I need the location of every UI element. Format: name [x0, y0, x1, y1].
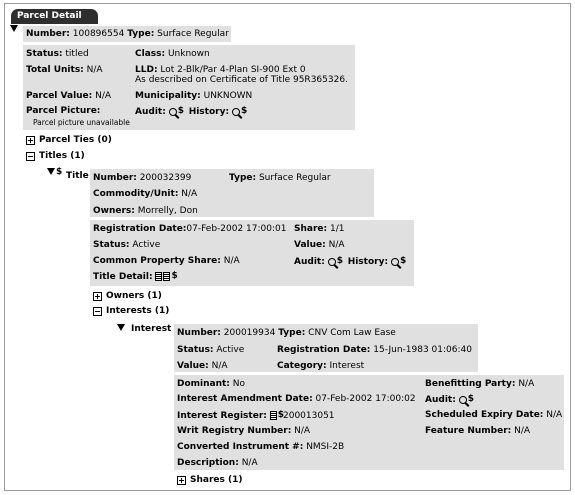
title-type: Surface Regular — [258, 173, 331, 183]
collapse-minus-icon[interactable] — [93, 307, 102, 316]
parcel-lld: Lot 2-Blk/Par 4-Plan SI-900 Ext 0 — [160, 65, 306, 75]
parcel-value: N/A — [95, 91, 112, 101]
tree-title[interactable]: Title — [66, 171, 89, 181]
parcel-picture-note: Parcel picture unavailable — [33, 118, 130, 127]
audit-icon[interactable]: $ — [169, 107, 183, 117]
interest-type: CNV Com Law Ease — [308, 328, 396, 338]
title-status: Active — [132, 240, 161, 250]
interest-benefitting-party: N/A — [518, 379, 535, 389]
interest-value: N/A — [211, 361, 228, 371]
title-commodity: N/A — [181, 189, 198, 199]
interest-registration-date: 15-Jun-1983 01:06:40 — [373, 345, 472, 355]
interest-feature-number: N/A — [514, 426, 531, 436]
title-owners: Morrelly, Don — [137, 206, 198, 216]
collapse-minus-icon[interactable] — [26, 152, 35, 161]
interest-register-number[interactable]: 200013051 — [283, 411, 335, 421]
interest-description: N/A — [241, 458, 258, 468]
expand-plus-icon[interactable] — [177, 476, 186, 485]
audit-icon[interactable]: $ — [328, 257, 342, 267]
tree-shares[interactable]: Shares (1) — [190, 475, 243, 485]
interest-amendment-date: 07-Feb-2002 17:00:02 — [315, 394, 416, 404]
expand-triangle-icon[interactable] — [10, 25, 18, 32]
title-share: 1/1 — [329, 224, 345, 234]
parcel-status: titled — [65, 49, 89, 59]
history-icon[interactable]: $ — [391, 257, 405, 267]
title-value: N/A — [328, 240, 345, 250]
interest-writ-registry: N/A — [294, 426, 311, 436]
tree-owners[interactable]: Owners (1) — [106, 291, 162, 301]
tab-parcel-detail[interactable]: Parcel Detail — [11, 9, 98, 24]
history-icon[interactable]: $ — [232, 107, 246, 117]
parcel-picture-label: Parcel Picture: — [26, 106, 101, 116]
expand-triangle-icon[interactable] — [47, 168, 55, 175]
parcel-lld-desc: As described on Certificate of Title 95R365326. — [135, 75, 348, 85]
title-number: 200032399 — [139, 173, 192, 183]
expand-triangle-icon[interactable] — [117, 324, 125, 331]
title-common-property-share: N/A — [223, 256, 240, 266]
expand-plus-icon[interactable] — [26, 136, 35, 145]
interest-expiry-date: N/A — [546, 410, 563, 420]
title-detail-icon[interactable]: $ — [155, 272, 176, 282]
interest-converted-instrument: NMSI-2B — [306, 442, 345, 452]
tree-interests[interactable]: Interests (1) — [106, 306, 170, 316]
tree-titles[interactable]: Titles (1) — [39, 151, 85, 161]
tree-interest[interactable]: Interest — [131, 324, 172, 334]
tree-parcel-ties[interactable]: Parcel Ties (0) — [39, 135, 112, 145]
parcel-class: Unknown — [167, 49, 210, 59]
parcel-number: Number: 100896554 Type: Surface Regular — [26, 29, 229, 39]
interest-number: 200019934 — [223, 328, 276, 338]
interest-register-icon[interactable]: $ — [270, 411, 283, 421]
interest-status: Active — [216, 345, 245, 355]
expand-plus-icon[interactable] — [93, 292, 102, 301]
parcel-units: N/A — [86, 65, 103, 75]
parcel-municipality: UNKNOWN — [203, 91, 253, 101]
title-registration-date: 07-Feb-2002 17:00:01 — [186, 224, 287, 234]
interest-category: Interest — [329, 361, 365, 371]
interest-dominant: No — [232, 379, 246, 389]
dollar-icon: $ — [56, 167, 63, 177]
audit-icon[interactable]: $ — [459, 395, 473, 405]
